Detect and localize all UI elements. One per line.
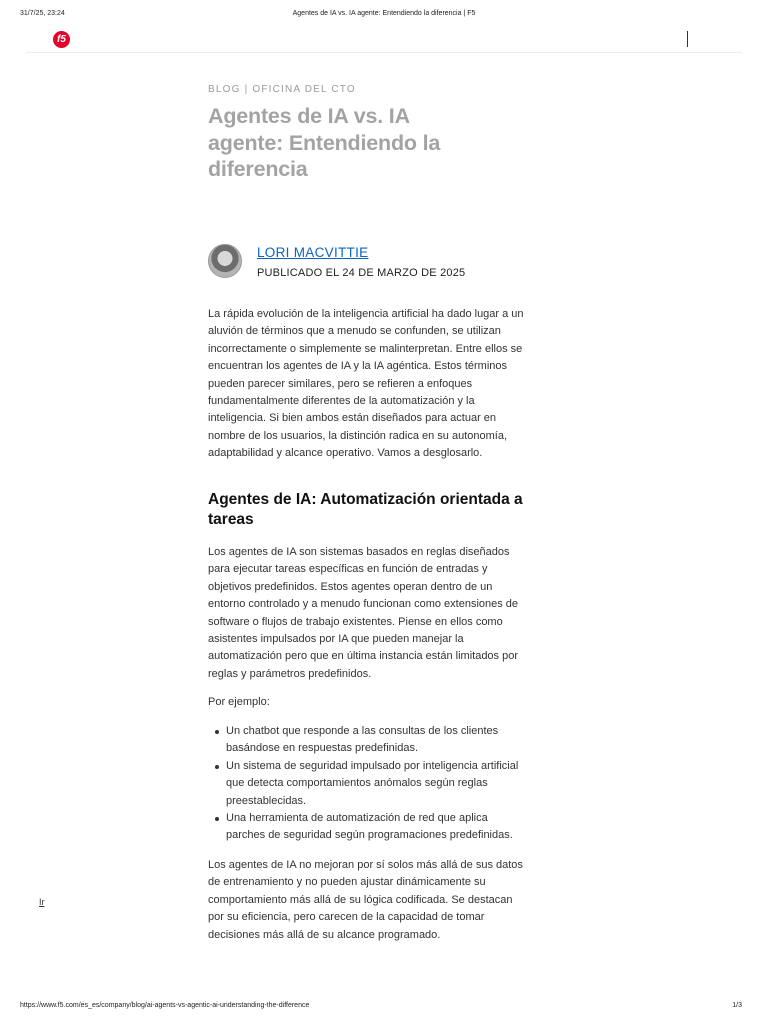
print-page-title: Agentes de IA vs. IA agente: Entendiendo la diferencia | F5 [292, 10, 476, 17]
print-header [20, 10, 748, 22]
list-item [208, 810, 560, 845]
bullet-icon [215, 730, 219, 734]
text-line: por su eficiencia, pero carecen de la capacidad de tomar [208, 911, 485, 924]
heading-line: Agentes de IA: Automatización orientada a [208, 491, 523, 508]
list-item [208, 758, 560, 810]
text-line: reglas y parámetros predefinidos. [208, 667, 372, 680]
text-line: asistentes impulsados por IA que pueden manejar la [208, 633, 464, 646]
page-number: 1/3 [732, 1002, 742, 1009]
bullet-icon [215, 817, 219, 821]
article-title [208, 103, 560, 183]
text-line: Los agentes de IA son sistemas basados en reglas diseñados [208, 546, 510, 558]
section-heading [208, 490, 560, 530]
title-line: diferencia [208, 157, 308, 181]
go-link[interactable]: Ir [39, 897, 45, 907]
intro-paragraph [208, 306, 560, 463]
text-line: Un sistema de seguridad impulsado por inteligencia artificial [226, 759, 519, 772]
text-line: adaptabilidad y alcance operativo. Vamos a desglosarlo. [208, 447, 483, 460]
example-intro: Por ejemplo: [208, 696, 270, 708]
closing-paragraph [208, 857, 560, 944]
f5-logo-icon[interactable]: f5 [53, 31, 70, 48]
bullet-icon [215, 765, 219, 769]
print-url: https://www.f5.com/es_es/company/blog/ai-agents-vs-agentic-ai-understanding-the-difference [20, 1002, 310, 1009]
text-line: decisiones más allá de su alcance programado. [208, 928, 441, 941]
article-category[interactable]: BLOG | OFICINA DEL CTO [208, 84, 356, 95]
text-line: incorrectamente o simplemente se malinterpretan. Entre ellos se [208, 342, 523, 355]
title-line: agente: Entendiendo la [208, 130, 441, 155]
text-line: objetivos predefinidos. Estos agentes operan dentro de un [208, 580, 493, 593]
publish-date: PUBLICADO EL 24 DE MARZO DE 2025 [257, 267, 466, 279]
text-line: Los agentes de IA no mejoran por sí solos más allá de sus datos [208, 859, 523, 871]
article-header [208, 84, 560, 183]
text-line: fundamentalmente diferentes de la automatización y la [208, 395, 475, 408]
section-paragraph [208, 544, 560, 683]
author-avatar [208, 244, 242, 278]
header-divider [687, 31, 688, 47]
author-block [208, 242, 560, 282]
text-line: Una herramienta de automatización de red que aplica [226, 812, 488, 825]
examples-list [208, 723, 560, 845]
text-line: encuentran los agentes de IA y la IA agéntica. Estos términos [208, 360, 508, 373]
text-line: entorno controlado y a menudo funcionan como extensiones de [208, 598, 519, 611]
text-line: parches de seguridad según programaciones predefinidas. [226, 829, 513, 842]
text-line: Un chatbot que responde a las consultas de los clientes [226, 725, 499, 737]
site-header [26, 26, 742, 53]
author-name-link[interactable]: LORI MACVITTIE [257, 245, 369, 260]
text-line: de entrenamiento y no pueden ajustar dinámicamente su [208, 876, 486, 889]
text-line: inteligencia. Si bien ambos están diseñados para actuar en [208, 412, 497, 425]
text-line: La rápida evolución de la inteligencia artificial ha dado lugar a un [208, 308, 524, 320]
text-line: preestablecidas. [226, 794, 307, 807]
title-line: Agentes de IA vs. IA [208, 104, 410, 128]
text-line: basándose en respuestas predefinidas. [226, 742, 419, 755]
text-line: que detecta comportamientos anómalos según reglas [226, 777, 488, 790]
text-line: pueden parecer similares, pero se refieren a enfoques [208, 377, 473, 390]
print-date: 31/7/25, 23:24 [20, 10, 65, 17]
text-line: aluvión de términos que a menudo se confunden, se utilizan [208, 325, 501, 338]
text-line: para ejecutar tareas específicas en función de entradas y [208, 563, 488, 576]
text-line: comportamiento más allá de su lógica codificada. Se destacan [208, 893, 513, 906]
text-line: nombre de los usuarios, la distinción radica en su autonomía, [208, 429, 508, 442]
text-line: software o flujos de trabajo existentes. Piense en ellos como [208, 615, 503, 628]
text-line: automatización pero que en última instancia están limitados por [208, 650, 519, 663]
list-item [208, 723, 560, 758]
print-footer [20, 1002, 748, 1014]
heading-line: tareas [208, 511, 254, 528]
